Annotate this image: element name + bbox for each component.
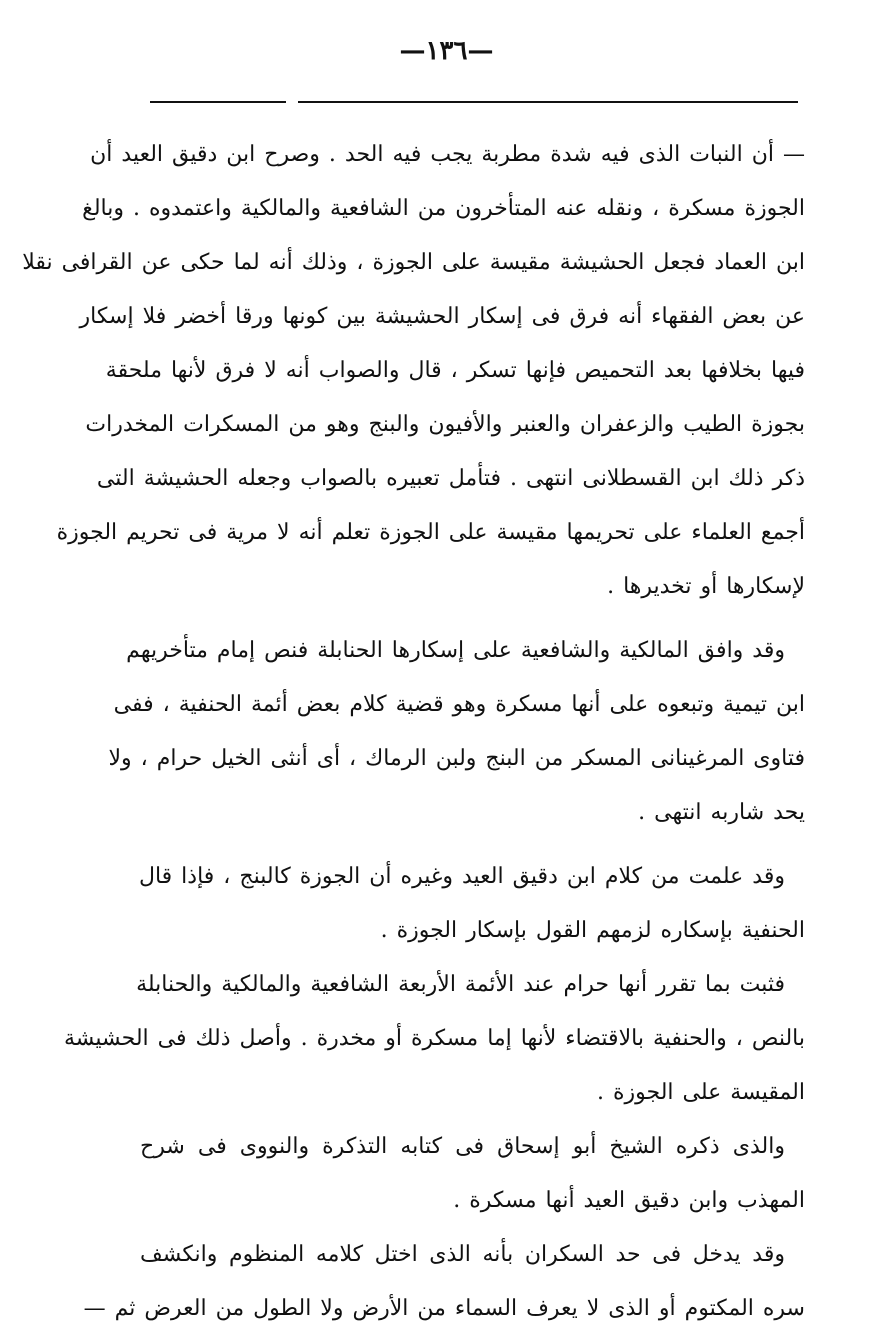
- body-text: [22, 128, 805, 1336]
- text-line: المهذب وابن دقيق العيد أنها مسكرة .: [453, 1188, 805, 1213]
- text-line: بالنص ، والحنفية بالاقتضاء لأنها إما مسكرة أو مخدرة . وأصل ذلك فى الحشيشة: [63, 1026, 805, 1051]
- paragraph: [83, 1228, 805, 1336]
- paragraph: [108, 624, 805, 840]
- text-line: ذكر ذلك ابن القسطلانى انتهى . فتأمل تعبيره بالصواب وجعله الحشيشة التى: [96, 466, 805, 491]
- text-line: أجمع العلماء على تحريمها مقيسة على الجوزة تعلم أنه لا مرية فى تحريم الجوزة: [56, 520, 805, 545]
- header-rule-left: [150, 101, 286, 103]
- paragraph: [140, 1120, 805, 1228]
- text-line: وقد علمت من كلام ابن دقيق العيد وغيره أن الجوزة كالبنج ، فإذا قال: [138, 864, 785, 889]
- text-line: وقد وافق المالكية والشافعية على إسكارها الحنابلة فنص إمام متأخريهم: [126, 638, 785, 663]
- header-rule-right: [298, 101, 798, 103]
- text-line: فيها بخلافها بعد التحميص فإنها تسكر ، قال والصواب أنه لا فرق لأنها ملحقة: [105, 358, 805, 383]
- text-line: المقيسة على الجوزة .: [597, 1080, 805, 1105]
- text-line: وقد يدخل فى حد السكران بأنه الذى اختل كلامه المنظوم وانكشف: [140, 1242, 785, 1267]
- text-line: ابن تيمية وتبعوه على أنها مسكرة وهو قضية كلام بعض أئمة الحنفية ، ففى: [113, 692, 805, 717]
- text-line: سره المكتوم أو الذى لا يعرف السماء من الأرض ولا الطول من العرض ثم —: [83, 1296, 805, 1321]
- text-line: بجوزة الطيب والزعفران والعنبر والأفيون والبنج وهو من المسكرات المخدرات: [85, 412, 805, 437]
- paragraph: [63, 958, 805, 1120]
- text-line: فتاوى المرغينانى المسكر من البنج ولبن الرماك ، أى أنثى الخيل حرام ، ولا: [108, 746, 805, 771]
- text-line: والذى ذكره الشيخ أبو إسحاق فى كتابه التذكرة والنووى فى شرح: [140, 1134, 785, 1159]
- text-line: لإسكارها أو تخديرها .: [607, 574, 805, 599]
- paragraph: [140, 850, 805, 958]
- page-number: —١٣٦—: [399, 36, 494, 66]
- text-line: عن بعض الفقهاء أنه فرق فى إسكار الحشيشة بين كونها ورقا أخضر فلا إسكار: [79, 304, 805, 329]
- text-line: الجوزة مسكرة ، ونقله عنه المتأخرون من الشافعية والمالكية واعتمدوه . وبالغ: [82, 196, 805, 221]
- paragraph: [22, 128, 805, 614]
- text-line: — أن النبات الذى فيه شدة مطربة يجب فيه الحد . وصرح ابن دقيق العيد أن: [90, 142, 805, 167]
- text-line: ابن العماد فجعل الحشيشة مقيسة على الجوزة ، وذلك أنه لما حكى عن القرافى نقلا: [22, 250, 805, 275]
- text-line: الحنفية بإسكاره لزمهم القول بإسكار الجوزة .: [380, 918, 805, 943]
- text-line: فثبت بما تقرر أنها حرام عند الأئمة الأربعة الشافعية والمالكية والحنابلة: [136, 972, 785, 997]
- text-line: يحد شاربه انتهى .: [638, 800, 805, 825]
